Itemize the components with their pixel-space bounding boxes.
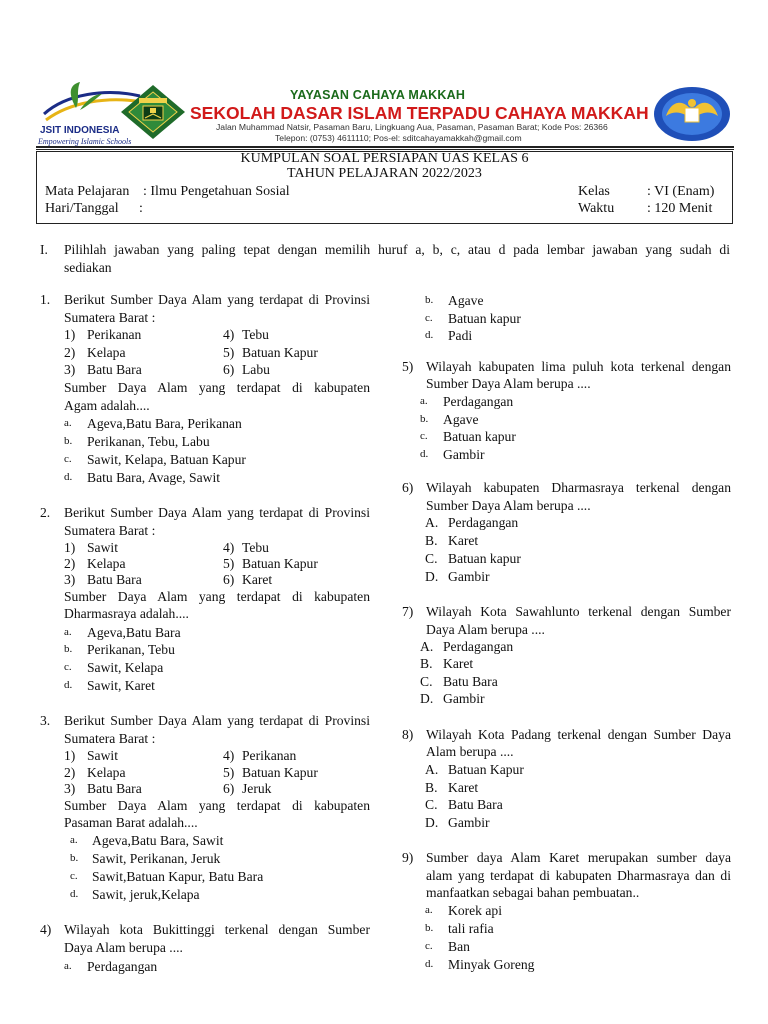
- school-contact: Telepon: (0753) 4611110; Pos-el: sditcahayamakkah@gmail.com: [275, 133, 522, 143]
- list-number: 5): [223, 765, 235, 780]
- option-text: Batuan kapur: [443, 429, 516, 444]
- option-letter: B.: [425, 780, 438, 795]
- question-number: 5): [402, 359, 414, 374]
- option-letter: a.: [64, 960, 72, 972]
- list-item: Batuan Kapur: [242, 345, 318, 360]
- question-number: 1.: [40, 292, 51, 307]
- option-letter: a.: [425, 904, 433, 916]
- list-number: 6): [223, 781, 235, 796]
- option-letter: b.: [70, 852, 79, 864]
- option-text: Batu Bara, Avage, Sawit: [87, 470, 221, 485]
- option-text: Batu Bara: [448, 797, 503, 812]
- option-text: Batuan kapur: [448, 551, 521, 566]
- question-stem: Berikut Sumber Daya Alam yang terdapat di Provinsi: [64, 292, 370, 307]
- question-text: Pasaman Barat adalah....: [64, 815, 198, 830]
- question-stem: Wilayah kabupaten Dharmasraya terkenal dengan: [426, 480, 731, 495]
- option-text: Sawit, Kelapa, Batuan Kapur: [87, 452, 246, 467]
- option-text: Ageva,Batu Bara: [87, 625, 181, 640]
- jsit-name: JSIT INDONESIA: [40, 125, 120, 136]
- list-item: Batu Bara: [87, 362, 142, 377]
- list-number: 1): [64, 327, 76, 342]
- question-number: 6): [402, 480, 414, 495]
- class-value: : VI (Enam): [647, 184, 715, 199]
- question-stem: Sumatera Barat :: [64, 310, 156, 325]
- option-letter: A.: [425, 515, 439, 530]
- list-item: Batu Bara: [87, 781, 142, 796]
- list-number: 3): [64, 572, 76, 587]
- option-letter: a.: [70, 834, 78, 846]
- question-text: Dharmasraya adalah....: [64, 606, 189, 621]
- option-letter: c.: [64, 453, 72, 465]
- question-stem: Sumber daya Alam Karet merupakan sumber daya: [426, 850, 731, 865]
- list-number: 3): [64, 362, 76, 377]
- question-stem: Berikut Sumber Daya Alam yang terdapat di Provinsi: [64, 505, 370, 520]
- option-letter: b.: [64, 435, 73, 447]
- option-letter: D.: [420, 691, 434, 706]
- list-item: Tebu: [242, 540, 269, 555]
- option-text: Gambir: [443, 447, 485, 462]
- school-name: SEKOLAH DASAR ISLAM TERPADU CAHAYA MAKKAH: [190, 103, 649, 123]
- list-item: Kelapa: [87, 556, 126, 571]
- school-address: Jalan Muhammad Natsir, Pasaman Baru, Lingkuang Aua, Pasaman, Pasaman Barat; Kode Pos: 26366: [216, 122, 608, 132]
- list-item: Kelapa: [87, 345, 126, 360]
- option-text: Karet: [448, 533, 479, 548]
- option-letter: d.: [64, 679, 73, 691]
- option-text: Batuan kapur: [448, 311, 521, 326]
- jsit-tagline: Empowering Islamic Schools: [38, 137, 132, 146]
- question-number: 8): [402, 727, 414, 742]
- list-item: Perikanan: [242, 748, 297, 763]
- instruction-line: sediakan: [64, 260, 112, 275]
- option-letter: B.: [420, 656, 433, 671]
- list-item: Jeruk: [242, 781, 272, 796]
- option-letter: C.: [425, 797, 438, 812]
- option-letter: b.: [425, 294, 434, 306]
- option-text: Sawit, Karet: [87, 678, 155, 693]
- option-letter: a.: [64, 626, 72, 638]
- option-letter: d.: [425, 329, 434, 341]
- question-stem: alam yang terdapat di kabupaten Dharmasraya dan di: [426, 868, 731, 883]
- option-letter: c.: [64, 661, 72, 673]
- question-stem: Daya Alam berupa ....: [426, 622, 545, 637]
- question-text: Agam adalah....: [64, 398, 150, 413]
- question-stem: Sumber Daya Alam berupa ....: [426, 376, 591, 391]
- exam-title: KUMPULAN SOAL PERSIAPAN UAS KELAS 6: [240, 151, 529, 166]
- question-stem: manfaatkan sebagai bahan pembuatan..: [426, 885, 640, 900]
- header-rule-thick: [36, 146, 734, 148]
- option-letter: B.: [425, 533, 438, 548]
- date-value: :: [139, 201, 143, 216]
- question-text: Sumber Daya Alam yang terdapat di kabupaten: [64, 589, 370, 604]
- question-number: 7): [402, 604, 414, 619]
- option-text: Perikanan, Tebu: [87, 642, 175, 657]
- option-text: Karet: [448, 780, 479, 795]
- option-letter: d.: [70, 888, 79, 900]
- time-value: : 120 Menit: [647, 201, 713, 216]
- date-label: Hari/Tanggal: [45, 201, 119, 216]
- question-stem: Alam berupa ....: [426, 744, 514, 759]
- list-item: Kelapa: [87, 765, 126, 780]
- class-label: Kelas: [578, 184, 610, 199]
- option-text: Sawit, jeruk,Kelapa: [92, 887, 200, 902]
- option-text: Ageva,Batu Bara, Sawit: [92, 833, 224, 848]
- option-letter: d.: [420, 448, 429, 460]
- list-item: Tebu: [242, 327, 269, 342]
- list-number: 2): [64, 556, 76, 571]
- option-text: Minyak Goreng: [448, 957, 535, 972]
- question-stem: Wilayah Kota Padang terkenal dengan Sumber Daya: [426, 727, 731, 742]
- list-item: Labu: [242, 362, 270, 377]
- option-text: Perdagangan: [443, 639, 514, 654]
- question-stem: Daya Alam berupa ....: [64, 940, 183, 955]
- list-item: Sawit: [87, 540, 118, 555]
- option-letter: b.: [425, 922, 434, 934]
- option-text: Gambir: [448, 569, 490, 584]
- option-letter: C.: [425, 551, 438, 566]
- question-number: 4): [40, 922, 52, 937]
- option-letter: A.: [425, 762, 439, 777]
- question-stem: Berikut Sumber Daya Alam yang terdapat di Provinsi: [64, 713, 370, 728]
- option-text: Agave: [448, 293, 484, 308]
- header-rule-thin: [36, 149, 734, 150]
- option-text: Perdagangan: [87, 959, 158, 974]
- option-text: Agave: [443, 412, 479, 427]
- option-text: Perdagangan: [443, 394, 514, 409]
- list-number: 1): [64, 540, 76, 555]
- option-letter: a.: [420, 395, 428, 407]
- subject-label: Mata Pelajaran: [45, 184, 130, 199]
- list-item: Batuan Kapur: [242, 556, 318, 571]
- instruction-line: Pilihlah jawaban yang paling tepat dengan memilih huruf a, b, c, atau d pada lembar jawaban yang sudah di: [64, 242, 730, 257]
- school-logo: [121, 85, 185, 139]
- option-text: Gambir: [443, 691, 485, 706]
- list-item: Batuan Kapur: [242, 765, 318, 780]
- question-text: Sumber Daya Alam yang terdapat di kabupaten: [64, 798, 370, 813]
- option-letter: c.: [425, 940, 433, 952]
- list-number: 2): [64, 345, 76, 360]
- option-text: Perdagangan: [448, 515, 519, 530]
- option-text: Sawit,Batuan Kapur, Batu Bara: [92, 869, 264, 884]
- option-text: Sawit, Kelapa: [87, 660, 164, 675]
- list-number: 2): [64, 765, 76, 780]
- list-number: 4): [223, 748, 235, 763]
- question-stem: Sumatera Barat :: [64, 523, 156, 538]
- option-letter: C.: [420, 674, 433, 689]
- option-letter: d.: [64, 471, 73, 483]
- list-item: Karet: [242, 572, 273, 587]
- instruction-number: I.: [40, 242, 48, 257]
- list-item: Batu Bara: [87, 572, 142, 587]
- option-letter: c.: [420, 430, 428, 442]
- question-number: 2.: [40, 505, 51, 520]
- option-letter: c.: [70, 870, 78, 882]
- list-item: Sawit: [87, 748, 118, 763]
- option-text: Gambir: [448, 815, 490, 830]
- list-number: 6): [223, 572, 235, 587]
- option-text: Perikanan, Tebu, Labu: [87, 434, 210, 449]
- list-number: 6): [223, 362, 235, 377]
- list-number: 5): [223, 345, 235, 360]
- option-text: tali rafia: [448, 921, 494, 936]
- question-number: 3.: [40, 713, 51, 728]
- question-stem: Wilayah Kota Sawahlunto terkenal dengan Sumber: [426, 604, 731, 619]
- question-stem: Sumatera Barat :: [64, 731, 156, 746]
- option-text: Ageva,Batu Bara, Perikanan: [87, 416, 242, 431]
- question-stem: Wilayah kota Bukittinggi terkenal dengan Sumber: [64, 922, 370, 937]
- list-number: 1): [64, 748, 76, 763]
- question-stem: Sumber Daya Alam berupa ....: [426, 498, 591, 513]
- list-number: 4): [223, 540, 235, 555]
- list-number: 4): [223, 327, 235, 342]
- exam-year: TAHUN PELAJARAN 2022/2023: [287, 166, 482, 181]
- list-item: Perikanan: [87, 327, 142, 342]
- option-letter: b.: [64, 643, 73, 655]
- option-text: Batuan Kapur: [448, 762, 524, 777]
- time-label: Waktu: [578, 201, 615, 216]
- option-text: Batu Bara: [443, 674, 498, 689]
- option-letter: A.: [420, 639, 434, 654]
- option-text: Sawit, Perikanan, Jeruk: [92, 851, 221, 866]
- option-text: Ban: [448, 939, 470, 954]
- foundation-name: YAYASAN CAHAYA MAKKAH: [290, 88, 466, 102]
- option-text: Karet: [443, 656, 474, 671]
- question-number: 9): [402, 850, 414, 865]
- option-letter: a.: [64, 417, 72, 429]
- option-letter: c.: [425, 312, 433, 324]
- option-text: Padi: [448, 328, 473, 343]
- subject-value: : Ilmu Pengetahuan Sosial: [143, 184, 290, 199]
- question-stem: Wilayah kabupaten lima puluh kota terkenal dengan: [426, 359, 731, 374]
- option-letter: D.: [425, 815, 439, 830]
- option-text: Korek api: [448, 903, 502, 918]
- question-text: Sumber Daya Alam yang terdapat di kabupaten: [64, 380, 370, 395]
- tut-wuri-handayani-logo: [652, 86, 732, 142]
- option-letter: D.: [425, 569, 439, 584]
- option-letter: b.: [420, 413, 429, 425]
- list-number: 3): [64, 781, 76, 796]
- list-number: 5): [223, 556, 235, 571]
- option-letter: d.: [425, 958, 434, 970]
